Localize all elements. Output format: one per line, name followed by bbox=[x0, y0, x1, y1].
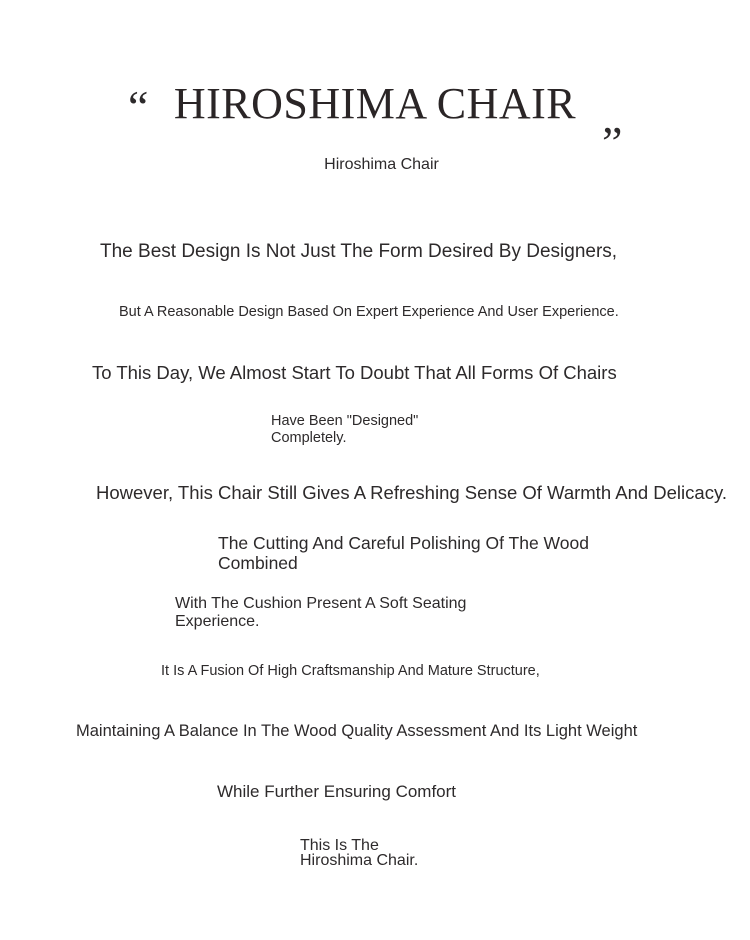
body-line-6: The Cutting And Careful Polishing Of The Wood Combined bbox=[218, 533, 589, 573]
body-line-2: But A Reasonable Design Based On Expert Experience And User Experience. bbox=[119, 304, 619, 320]
body-line-5: However, This Chair Still Gives A Refreshing Sense Of Warmth And Delicacy. bbox=[96, 482, 727, 503]
body-line-4: Have Been "Designed" Completely. bbox=[271, 413, 419, 446]
open-quote-mark: “ bbox=[128, 81, 149, 132]
body-line-10: While Further Ensuring Comfort bbox=[217, 782, 457, 801]
body-line-7: With The Cushion Present A Soft Seating Experience. bbox=[175, 595, 467, 630]
body-line-1: The Best Design Is Not Just The Form Desired By Designers, bbox=[100, 241, 618, 262]
body-line-8: It Is A Fusion Of High Craftsmanship And Mature Structure, bbox=[161, 663, 540, 679]
close-quote-mark: ” bbox=[602, 117, 623, 168]
body-line-3: To This Day, We Almost Start To Doubt That All Forms Of Chairs bbox=[92, 362, 617, 383]
body-line-9: Maintaining A Balance In The Wood Quality Assessment And Its Light Weight bbox=[76, 722, 638, 740]
body-line-11: This Is The Hiroshima Chair. bbox=[300, 837, 419, 869]
page-subtitle: Hiroshima Chair bbox=[324, 156, 439, 173]
page-title: HIROSHIMA CHAIR bbox=[173, 79, 577, 128]
